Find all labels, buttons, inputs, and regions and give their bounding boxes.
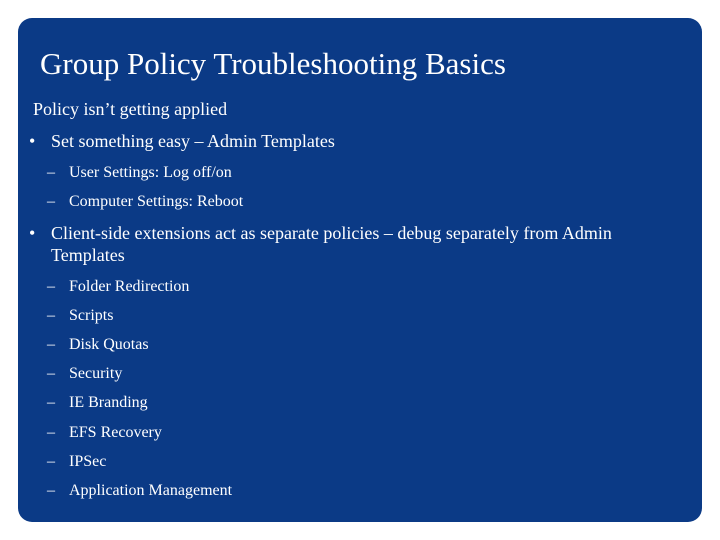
bullet-marker: • (29, 223, 36, 243)
bullet-text-line2: Templates (51, 245, 125, 265)
sub-item-text: User Settings: Log off/on (69, 164, 232, 181)
slide-heading: Policy isn’t getting applied (33, 99, 228, 119)
bullet-text: Set something easy – Admin Templates (51, 131, 335, 151)
sub-item-text: Scripts (69, 307, 114, 324)
sub-item-text: EFS Recovery (69, 424, 162, 441)
sub-item-text: IE Branding (69, 394, 148, 411)
bullet-marker: • (29, 131, 36, 151)
sub-item-text: Security (69, 365, 123, 382)
sub-item-text: IPSec (69, 453, 107, 470)
dash-marker: – (47, 394, 55, 411)
dash-marker: – (47, 482, 55, 499)
slide-title: Group Policy Troubleshooting Basics (40, 46, 506, 81)
dash-marker: – (47, 336, 55, 353)
dash-marker: – (47, 365, 55, 382)
dash-marker: – (47, 278, 55, 295)
sub-item-text: Disk Quotas (69, 336, 149, 353)
sub-item-text: Folder Redirection (69, 278, 190, 295)
slide (18, 18, 702, 522)
dash-marker: – (47, 453, 55, 470)
sub-item-text: Computer Settings: Reboot (69, 193, 244, 210)
dash-marker: – (47, 424, 55, 441)
bullet-text-line1: Client-side extensions act as separate policies – debug separately from Admin (51, 223, 612, 243)
dash-marker: – (47, 193, 55, 210)
dash-marker: – (47, 164, 55, 181)
dash-marker: – (47, 307, 55, 324)
sub-item-text: Application Management (69, 482, 233, 499)
